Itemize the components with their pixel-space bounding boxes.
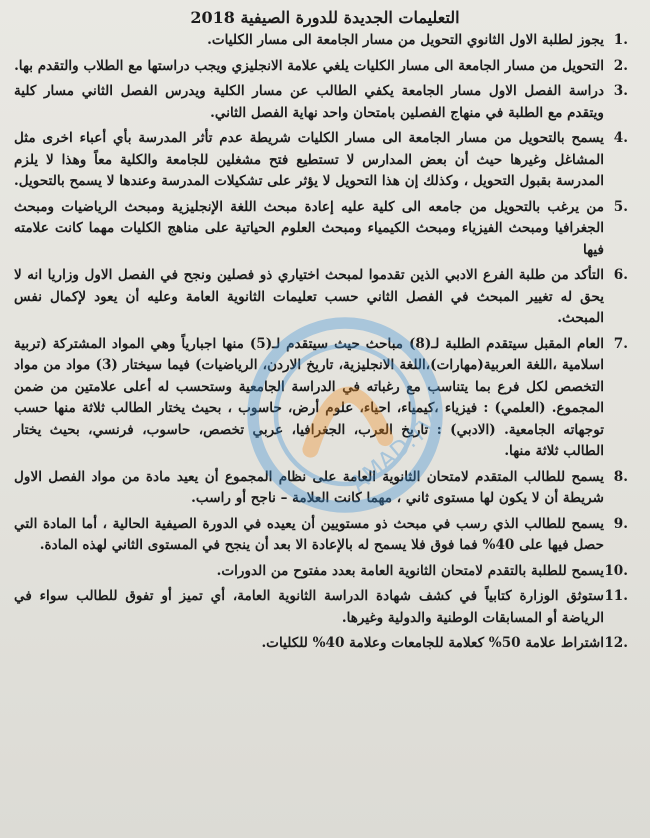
list-item: [14, 265, 628, 330]
list-item: [14, 56, 628, 78]
list-item: [14, 467, 628, 510]
instructions-list: [14, 30, 628, 659]
list-item: [14, 561, 628, 583]
item-number: 11.: [604, 588, 628, 604]
item-text: يسمح بالتحويل من مسار الجامعة الى مسار الكليات شريطة عدم تأثر المدرسة بأي أعباء اخرى مثل المشاغل وغيرها حيث أن بعض المدارس لا تستطيع فتح مشغلين للجامعة والكلية معاً وهذا لا يلزم المدرسة بقبول التحويل ، وكذلك إن هذا التحويل لا يؤثر على تشكيلات المدرسة وعندها لا يسمح بالتحويل.: [14, 130, 604, 189]
item-number: 3.: [613, 83, 628, 99]
item-number: 7.: [613, 335, 628, 352]
item-text: اشتراط علامة 50% كعلامة للجامعات وعلامة 40% للكليات.: [261, 635, 604, 651]
item-number: 12.: [604, 635, 628, 651]
item-number: 6.: [613, 267, 628, 283]
item-text: يسمح للطلبة بالتقدم لامتحان الثانوية العامة بعدد مفتوح من الدورات.: [216, 562, 604, 579]
list-item: [14, 586, 628, 629]
item-number: 4.: [613, 130, 628, 146]
list-item: [14, 128, 628, 193]
item-text: دراسة الفصل الاول مسار الجامعة يكفي الطالب عن مسار الكلية ويدرس الفصل الثاني مسار كلية ويتقدم مع الطلبة في منهاج الفصلين بامتحان واحد نهاية الفصل الثاني.: [14, 83, 604, 121]
item-number: 9.: [613, 515, 628, 532]
item-text: يسمح للطالب المتقدم لامتحان الثانوية العامة على نظام المجموع أن يعيد مادة من مواد الفصل الاول شريطة أن لا يكون لها مستوى ثاني ، مهما كانت العلامة – ناجح أو راسب.: [14, 468, 604, 506]
list-item: [14, 514, 628, 557]
item-text: التحويل من مسار الجامعة الى مسار الكليات يلغي علامة الانجليزي ويجب دراستها مع الطلاب والتقدم بها.: [14, 57, 604, 74]
item-text: التأكد من طلبة الفرع الادبي الذين تقدموا لمبحث اختياري ذو فصلين ونجح في الفصل الاول وزاريا انه لا يحق له تغيير المبحث في الفصل الثاني حسب تعليمات الثانوية العامة وعليه أن يعود لإكمال نفس المبحث.: [14, 267, 604, 326]
item-number: 10.: [604, 562, 628, 579]
item-text: يسمح للطالب الذي رسب في مبحث ذو مستويين أن يعيده في الدورة الصيفية الحالية ، أما المادة التي حصل فيها على 40% فما فوق فلا يسمح له بالإعادة الا بعد أن ينجح في المستوى الثاني لهذه المادة.: [14, 515, 604, 553]
watermark-text: AMAD.TV: [345, 409, 444, 498]
item-text: يجوز لطلبة الاول الثانوي التحويل من مسار الجامعة الى مسار الكليات.: [207, 32, 604, 48]
item-text: ستوثق الوزارة كتابياً في كشف شهادة الدراسة الثانوية العامة، أي تميز أو تفوق للطالب سواء في الرياضة أو المسابقات الوطنية والدولية وغيرها.: [14, 588, 604, 626]
item-text: العام المقبل سيتقدم الطلبة لـ(8) مباحث حيث سيتقدم لـ(5) منها اجبارياً وهي المواد المشتركة (تربية اسلامية ،اللغة العربية(مهارات)،اللغة الانجليزية، تاريخ الاردن، الرياضيات) فيما سيختار (3) مواد من مواد التخصص لكل فرع بما يتناسب مع رغباته في الدراسة الجامعية وستحسب له أعلى علامتين من ضمن المجموع. (العلمي) : فيزياء ،كيمياء، احياء، علوم أرض، حاسوب ، بحيث يختار الطالب ثلاثة منها حسب توجهاته الجامعية. (الادبي) : تاريخ العرب، الجغرافيا، عربي تخصص، حاسوب، فرنسي، بحيث يختار الطالب ثلاثة منها.: [14, 335, 604, 459]
item-number: 2.: [613, 57, 628, 74]
list-item: [14, 334, 628, 463]
list-item: [14, 81, 628, 124]
item-text: من يرغب بالتحويل من جامعه الى كلية عليه إعادة مبحث اللغة الإنجليزية ومبحث الرياضيات ومبحث الجغرافيا ومبحث الفيزياء ومبحث الكيمياء ومبحث العلوم الحياتية على مناهج الكليات مهما كانت علامته فيها: [14, 198, 604, 258]
list-item: [14, 197, 628, 262]
item-number: 8.: [613, 468, 628, 485]
page-title: التعليمات الجديدة للدورة الصيفية 2018: [190, 8, 460, 27]
item-number: 5.: [613, 198, 628, 215]
list-item: [14, 633, 628, 655]
item-number: 1.: [613, 32, 628, 48]
list-item: [14, 30, 628, 52]
